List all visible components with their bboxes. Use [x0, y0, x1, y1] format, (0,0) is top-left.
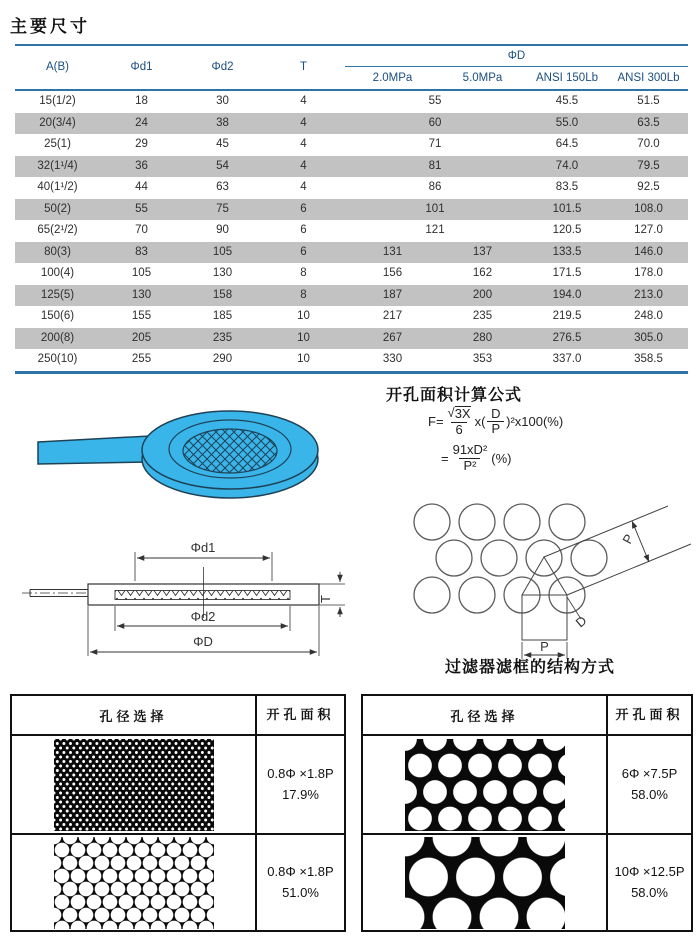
table-cell: 219.5 — [552, 310, 582, 322]
pitch-square — [522, 595, 567, 640]
col-header-2mpa: 2.0MPa — [372, 72, 413, 84]
table-cell: 121 — [425, 224, 445, 236]
table-body — [15, 91, 688, 371]
table-cell: 125(5) — [40, 288, 75, 301]
col-group-D — [345, 46, 688, 89]
table-cell: 337.0 — [552, 353, 582, 365]
multiply-open: x( — [474, 414, 486, 430]
formula-tail-1: )²x100(%) — [506, 414, 564, 430]
percent-text: 51.0% — [282, 884, 319, 900]
side-view-drawing — [0, 525, 360, 670]
table-cell: 353 — [472, 353, 493, 365]
table-cell: 235 — [472, 310, 493, 322]
table-cell: 187 — [382, 288, 403, 301]
table-cell: 45.5 — [555, 95, 579, 107]
radical-sign: √ — [447, 405, 455, 420]
mesh-area — [183, 429, 277, 473]
table-row — [15, 242, 688, 264]
diagonal-pitch-label: P — [619, 531, 637, 547]
perforation-swatch — [405, 739, 565, 831]
col-header-ab: A(B) — [46, 61, 69, 73]
header-hole-selection: 孔径选择 — [12, 696, 257, 734]
table-cell: 10 — [297, 310, 310, 322]
table-cell: 156 — [382, 267, 403, 279]
table-cell: 38 — [216, 116, 229, 129]
col-header-5mpa: 5.0MPa — [462, 72, 503, 84]
formula-lhs: F= — [428, 414, 444, 430]
table-cell: 64.5 — [555, 138, 579, 150]
table-cell: 8 — [300, 288, 307, 301]
table-cell: 162 — [472, 267, 493, 279]
table-cell: 10 — [297, 353, 310, 365]
table-cell: 92.5 — [637, 181, 660, 193]
handle — [38, 436, 150, 464]
spec-text: 6Φ ×7.5P — [621, 766, 678, 782]
table-cell: 44 — [135, 181, 148, 193]
table-cell: 8 — [300, 267, 307, 279]
table-cell: 70.0 — [637, 138, 660, 150]
table-cell: 358.5 — [634, 353, 663, 365]
spec-text: 0.8Φ ×1.8P — [267, 766, 334, 782]
table-row — [15, 156, 688, 178]
structure-title: 过滤器滤框的结构方式 — [444, 659, 615, 676]
formula-tail-2: (%) — [491, 450, 512, 466]
table-cell: 6 — [300, 224, 307, 236]
table-cell: 55 — [428, 95, 442, 107]
table-cell: 18 — [135, 95, 148, 107]
formula-line-1 — [428, 406, 563, 438]
table-row — [15, 328, 688, 350]
dimensions-table — [15, 44, 688, 374]
formula-line-2 — [441, 443, 563, 474]
pattern-table-right — [361, 694, 693, 932]
table-row — [15, 113, 688, 135]
header-open-area: 开孔面积 — [266, 706, 335, 722]
table-cell: 71 — [428, 138, 442, 150]
page-title: 主要尺寸 — [10, 17, 90, 36]
table-cell: 255 — [131, 353, 152, 365]
table-cell: 108.0 — [634, 202, 663, 215]
table-cell: 81 — [428, 159, 442, 172]
col-header-ansi300: ANSI 300Lb — [617, 72, 680, 84]
d1-label: Φd1 — [190, 540, 216, 555]
spade-strainer-illustration — [0, 378, 360, 528]
table-cell: 79.5 — [637, 159, 660, 172]
table-cell: 130 — [131, 288, 152, 301]
table-cell: 45 — [216, 138, 229, 150]
col-group-D-subheaders — [345, 67, 688, 89]
equals-sign: = — [441, 450, 449, 466]
fraction-2 — [451, 443, 490, 474]
table-cell: 185 — [212, 310, 233, 322]
table-cell: 213.0 — [634, 288, 663, 301]
perforation-swatch — [54, 837, 214, 929]
denominator-p: P — [487, 421, 504, 437]
table-row — [15, 220, 688, 242]
table-cell: 15(1/2) — [39, 95, 76, 107]
numerator-d: D — [491, 405, 501, 421]
diameter-label: D — [572, 612, 590, 631]
table-cell: 83.5 — [555, 181, 579, 193]
table-cell: 80(3) — [44, 245, 71, 258]
table-cell: 150(6) — [40, 310, 75, 322]
percent-text: 58.0% — [631, 786, 668, 802]
denominator-2: P² — [459, 458, 480, 474]
table-cell: 63.5 — [637, 116, 660, 129]
table-cell: 75 — [216, 202, 229, 215]
table-cell: 55 — [135, 202, 148, 215]
table-cell: 194.0 — [552, 288, 582, 301]
open-area-formula — [428, 406, 563, 479]
t-label: T — [318, 595, 333, 603]
perforation-swatch — [54, 739, 214, 831]
pattern-row — [363, 736, 691, 833]
col-header-d2: Φd2 — [211, 61, 234, 73]
table-cell: 4 — [300, 159, 307, 172]
percent-text: 58.0% — [631, 884, 668, 900]
pattern-row — [363, 833, 691, 930]
table-cell: 4 — [300, 181, 307, 193]
col-header-ansi150: ANSI 150Lb — [535, 72, 598, 84]
mesh-section — [115, 591, 290, 600]
denominator-1: 6 — [451, 422, 466, 438]
table-cell: 290 — [212, 353, 233, 365]
table-cell: 267 — [382, 331, 403, 344]
fraction-dp — [487, 407, 504, 438]
table-cell: 65(2¹/2) — [37, 224, 78, 236]
table-row — [15, 91, 688, 113]
table-header — [15, 46, 688, 91]
header-open-area: 开孔面积 — [615, 706, 684, 722]
table-cell: 6 — [300, 245, 307, 258]
table-cell: 330 — [382, 353, 403, 365]
pattern-table-left — [10, 694, 346, 932]
diagonal-line-2 — [567, 544, 691, 595]
table-cell: 305.0 — [634, 331, 663, 344]
table-cell: 205 — [131, 331, 152, 344]
table-cell: 235 — [212, 331, 233, 344]
table-row — [15, 285, 688, 307]
table-cell: 158 — [212, 288, 233, 301]
table-cell: 133.5 — [552, 245, 582, 258]
table-cell: 137 — [472, 245, 493, 258]
table-cell: 25(1) — [44, 138, 71, 150]
table-cell: 51.5 — [637, 95, 660, 107]
table-cell: 40(1¹/2) — [37, 181, 78, 193]
radicand: 3X — [454, 406, 471, 421]
table-cell: 86 — [428, 181, 442, 193]
table-cell: 90 — [216, 224, 229, 236]
percent-text: 17.9% — [282, 786, 319, 802]
header-hole-selection: 孔径选择 — [363, 696, 608, 734]
table-cell: 83 — [135, 245, 148, 258]
table-cell: 250(10) — [37, 353, 78, 365]
table-cell: 101.5 — [552, 202, 582, 215]
table-cell: 4 — [300, 95, 307, 107]
diagonal-line-1 — [544, 506, 668, 557]
table-cell: 4 — [300, 138, 307, 150]
table-cell: 50(2) — [44, 202, 71, 215]
table-cell: 100(4) — [40, 267, 75, 279]
hole-circles — [414, 504, 607, 613]
table-row — [15, 306, 688, 328]
table-cell: 55.0 — [555, 116, 579, 129]
pitch-label: P — [540, 639, 549, 654]
table-cell: 155 — [131, 310, 152, 322]
table-row — [15, 199, 688, 221]
fraction-1 — [446, 406, 473, 438]
table-cell: 10 — [297, 331, 310, 344]
pattern-table-left-header — [12, 696, 344, 736]
table-cell: 105 — [131, 267, 152, 279]
table-cell: 105 — [212, 245, 233, 258]
spec-text: 10Φ ×12.5P — [614, 864, 685, 880]
table-cell: 131 — [382, 245, 403, 258]
table-cell: 29 — [135, 138, 148, 150]
table-cell: 63 — [216, 181, 229, 193]
table-cell: 60 — [428, 116, 442, 129]
table-cell: 74.0 — [555, 159, 579, 172]
table-cell: 101 — [425, 202, 445, 215]
spec-text: 0.8Φ ×1.8P — [267, 864, 334, 880]
table-cell: 120.5 — [552, 224, 582, 236]
table-cell: 171.5 — [552, 267, 582, 279]
table-cell: 6 — [300, 202, 307, 215]
col-header-d1: Φd1 — [130, 61, 153, 73]
d2-label: Φd2 — [190, 609, 216, 624]
table-cell: 178.0 — [634, 267, 663, 279]
table-cell: 32(1¹/4) — [37, 159, 78, 172]
table-cell: 276.5 — [552, 331, 582, 344]
col-header-t: T — [299, 61, 308, 73]
table-row — [15, 177, 688, 199]
table-cell: 30 — [216, 95, 229, 107]
table-cell: 200(8) — [40, 331, 75, 344]
table-cell: 20(3/4) — [39, 116, 76, 129]
table-row — [15, 349, 688, 371]
table-cell: 54 — [216, 159, 229, 172]
table-cell: 146.0 — [634, 245, 663, 258]
table-cell: 4 — [300, 116, 307, 129]
formula-title: 开孔面积计算公式 — [386, 387, 523, 404]
pattern-row — [12, 736, 344, 833]
table-cell: 24 — [135, 116, 148, 129]
table-row — [15, 263, 688, 285]
col-group-D-label: ΦD — [345, 46, 688, 67]
table-cell: 70 — [135, 224, 148, 236]
table-cell: 200 — [472, 288, 493, 301]
numerator-2: 91xD² — [452, 441, 488, 457]
perforation-swatch — [405, 837, 565, 929]
table-row — [15, 134, 688, 156]
table-cell: 280 — [472, 331, 493, 344]
D-label: ΦD — [193, 634, 213, 649]
table-cell: 36 — [135, 159, 148, 172]
table-cell: 248.0 — [634, 310, 663, 322]
table-cell: 217 — [382, 310, 403, 322]
hole-pattern-diagram — [380, 495, 700, 667]
table-cell: 130 — [212, 267, 233, 279]
pattern-table-right-header — [363, 696, 691, 736]
table-cell: 127.0 — [634, 224, 663, 236]
pattern-row — [12, 833, 344, 930]
